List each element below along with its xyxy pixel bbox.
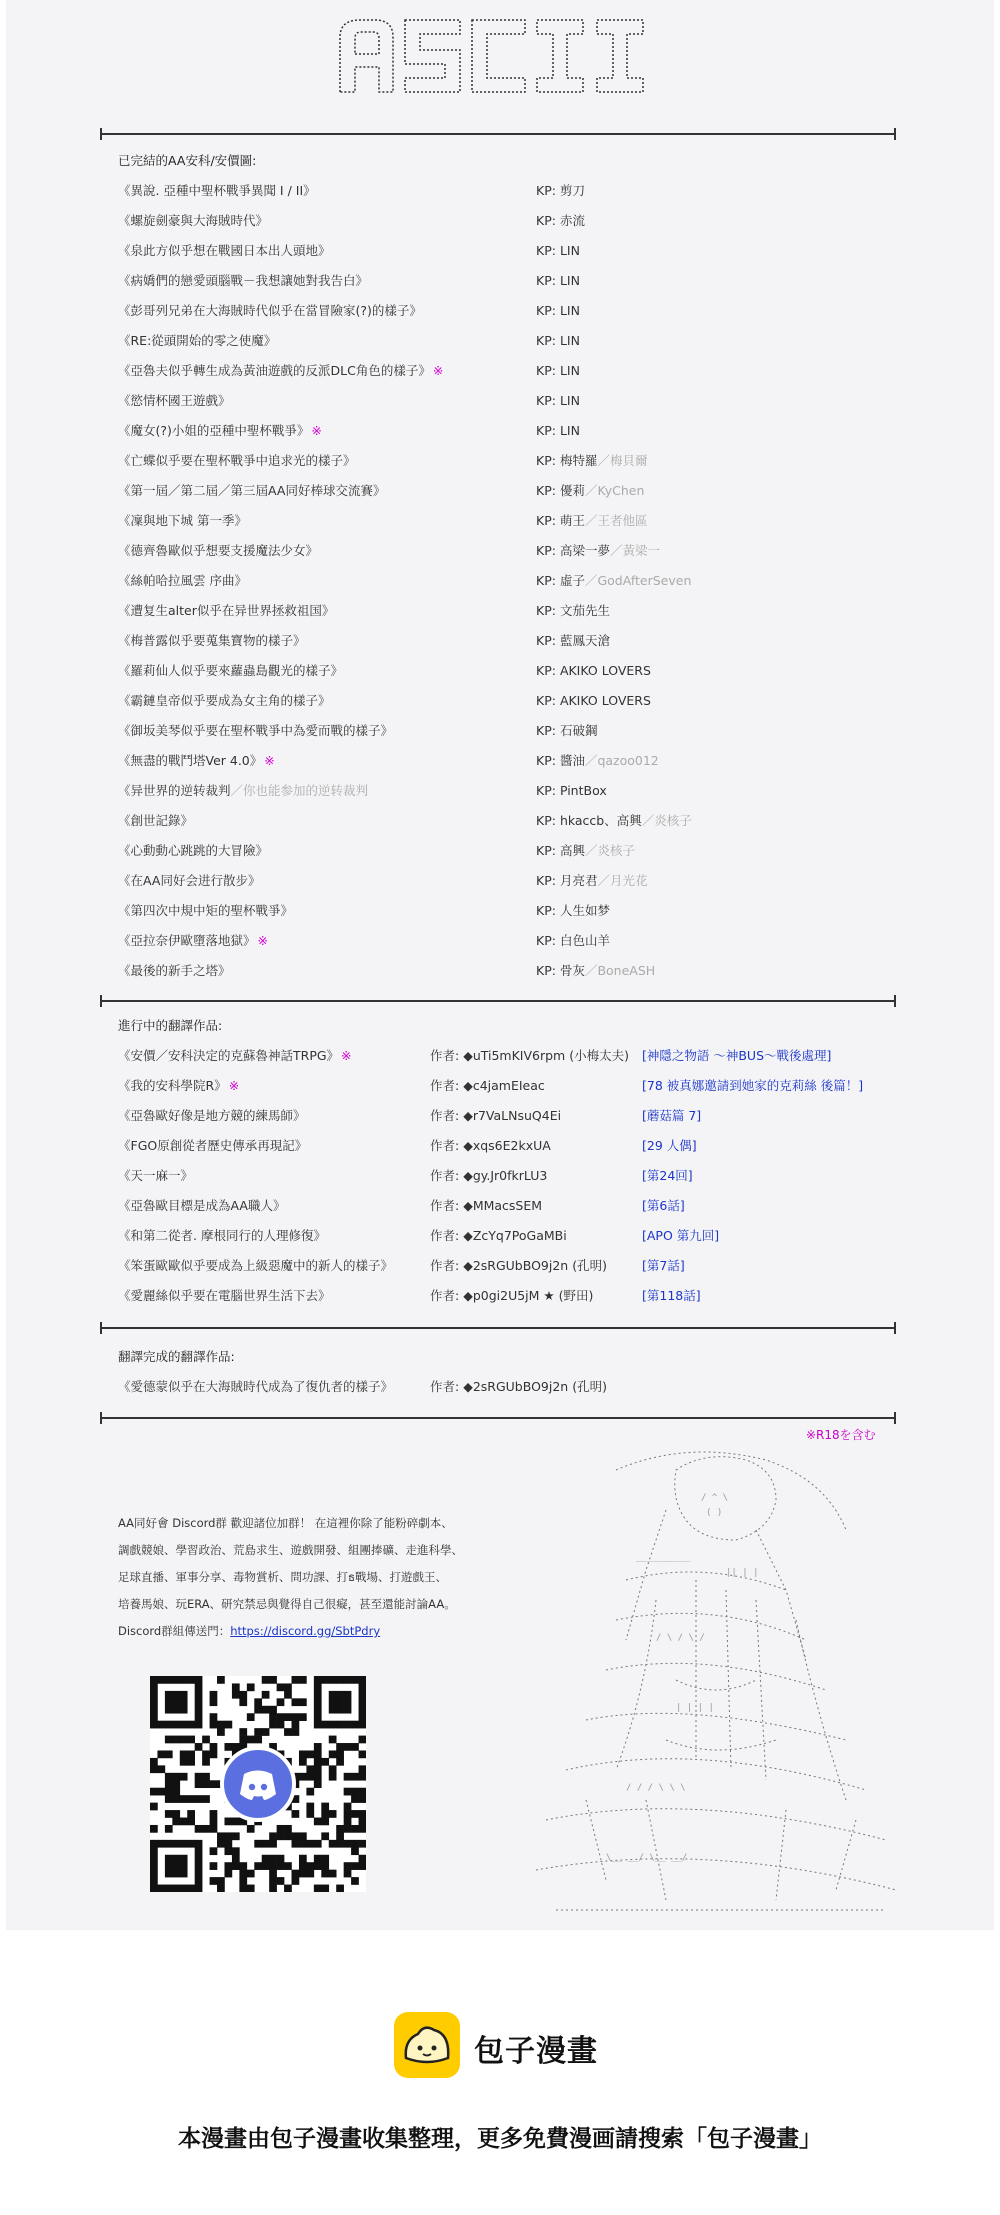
work-title-text: 《凜與地下城 第一季》	[118, 513, 247, 528]
completed-row	[118, 566, 692, 596]
work-title	[118, 506, 247, 536]
work-title	[118, 866, 260, 896]
finished-row	[118, 1372, 607, 1402]
work-title	[118, 176, 316, 206]
kp-credit	[536, 776, 607, 806]
kp-prefix: KP:	[536, 633, 556, 648]
kp-credit	[536, 176, 585, 206]
work-title-text: 《羅莉仙人似乎要來蘿蟲島觀光的樣子》	[118, 663, 344, 678]
ongoing-row	[118, 1251, 685, 1281]
completed-row	[118, 326, 580, 356]
kp-name: 石破鋼	[559, 723, 598, 738]
kp-credit	[536, 566, 691, 596]
work-title	[118, 1221, 326, 1251]
work-title	[118, 806, 193, 836]
author-prefix: 作者:	[430, 1228, 460, 1243]
kp-name: hkaccb、高興	[559, 813, 642, 828]
kp-name: AKIKO LOVERS	[559, 693, 651, 708]
r18-mark: ※	[264, 753, 275, 768]
completed-section	[118, 146, 692, 986]
author-prefix: 作者:	[430, 1258, 460, 1273]
progress-link[interactable]: [第24回]	[642, 1168, 693, 1183]
kp-prefix: KP:	[536, 753, 556, 768]
completed-row	[118, 536, 660, 566]
kp-credit	[536, 356, 580, 386]
kp-prefix: KP:	[536, 693, 556, 708]
kp-credit	[536, 806, 692, 836]
svg-text:|| | |: || | |	[726, 1568, 759, 1578]
author-credit	[430, 1101, 561, 1131]
progress-link[interactable]: [78 被真娜邀請到她家的克莉絲 後篇！]	[642, 1078, 864, 1093]
work-title-text: 《亞魯歐目標是成為AA職人》	[118, 1198, 286, 1213]
work-title-text: 《螺旋劍豪與大海賊時代》	[118, 213, 269, 228]
work-title	[118, 1251, 393, 1281]
author-credit	[430, 1131, 551, 1161]
completed-row	[118, 386, 580, 416]
kp-credit	[536, 956, 655, 986]
divider	[94, 1412, 902, 1424]
author-prefix: 作者:	[430, 1198, 460, 1213]
author-credit	[430, 1221, 567, 1251]
progress-link[interactable]: [第6話]	[642, 1198, 685, 1213]
author-credit	[430, 1191, 542, 1221]
completed-row	[118, 446, 648, 476]
kp-prefix: KP:	[536, 393, 556, 408]
author-name: ◆2sRGUbBO9j2n (孔明)	[463, 1258, 607, 1273]
work-title	[118, 956, 231, 986]
svg-text:/ / / \ \ \: / / / \ \ \	[626, 1783, 686, 1793]
discord-line: 調戲競娘、學習政治、荒島求生、遊戲開發、組團捧礦、走進科學、	[118, 1543, 463, 1557]
kp-credit	[536, 236, 580, 266]
work-title-text: 《FGO原創從者歷史傳承再現記》	[118, 1138, 308, 1153]
ongoing-row	[118, 1281, 701, 1311]
completed-row	[118, 806, 692, 836]
author-name: ◆c4jamEIeac	[463, 1078, 545, 1093]
kp-credit	[536, 296, 580, 326]
work-title-text: 《亞魯夫似乎轉生成為黃油遊戲的反派DLC角色的樣子》	[118, 363, 431, 378]
work-title	[118, 476, 385, 506]
discord-line: AA同好會 Discord群 歡迎諸位加群！ 在這裡你除了能粉碎劇本、	[118, 1516, 453, 1530]
work-title-text: 《泉此方似乎想在戰國日本出人頭地》	[118, 243, 331, 258]
work-title-text: 《霸鏈皇帝似乎要成為女主角的樣子》	[118, 693, 331, 708]
kp-alt-name: ／qazoo012	[584, 753, 659, 768]
work-title-text: 《遭复生alter似乎在异世界拯救祖国》	[118, 603, 335, 618]
work-title	[118, 206, 268, 236]
svg-text:__________: __________	[636, 1553, 691, 1563]
author-name: ◆MMacsSEM	[463, 1198, 543, 1213]
author-name: ◆2sRGUbBO9j2n (孔明)	[463, 1379, 607, 1394]
work-title	[118, 656, 343, 686]
work-title	[118, 716, 393, 746]
ongoing-title: 進行中的翻譯作品:	[118, 1018, 223, 1033]
work-title-text: 《天一麻一》	[118, 1168, 194, 1183]
kp-prefix: KP:	[536, 423, 556, 438]
ascii-title	[6, 12, 994, 112]
completed-row	[118, 476, 645, 506]
kp-credit	[536, 536, 660, 566]
r18-mark: ※	[228, 1078, 240, 1093]
completed-row	[118, 416, 580, 446]
kp-prefix: KP:	[536, 903, 556, 918]
work-title	[118, 446, 356, 476]
svg-text:/ ^ \: / ^ \	[701, 1493, 729, 1503]
work-title-text: 《亞魯歐好像是地方競的練馬師》	[118, 1108, 306, 1123]
work-title-text: 《魔女(?)小姐的亞種中聖杯戰爭》	[118, 423, 310, 438]
work-title	[118, 596, 334, 626]
kp-alt-name: ／黃梁一	[609, 543, 660, 558]
completed-row	[118, 626, 610, 656]
progress-link[interactable]: [29 人偶]	[642, 1138, 697, 1153]
kp-prefix: KP:	[536, 303, 556, 318]
work-title-text: 《笨蛋歐歐似乎要成為上級惡魔中的新人的樣子》	[118, 1258, 394, 1273]
kp-credit	[536, 476, 644, 506]
kp-credit	[536, 206, 585, 236]
discord-info	[118, 1510, 538, 1645]
progress-link[interactable]: [第118話]	[642, 1288, 701, 1303]
work-title	[118, 746, 275, 776]
kp-name: LIN	[559, 423, 580, 438]
kp-alt-name: ／月光花	[597, 873, 648, 888]
kp-name: 優莉	[559, 483, 585, 498]
author-name: ◆gy.Jr0fkrLU3	[463, 1168, 548, 1183]
kp-prefix: KP:	[536, 663, 556, 678]
r18-mark: ※	[432, 363, 444, 378]
work-title-text: 《愛麗絲似乎要在電腦世界生活下去》	[118, 1288, 331, 1303]
work-title-text: 《德齊魯歐似乎想要支援魔法少女》	[118, 543, 319, 558]
kp-prefix: KP:	[536, 963, 556, 978]
completed-row	[118, 686, 651, 716]
r18-mark: ※	[311, 423, 322, 438]
completed-title: 已完結的AA安科/安價圖:	[118, 153, 257, 168]
work-title-text: 《RE:從頭開始的零之使魔》	[118, 333, 277, 348]
completed-row	[118, 836, 635, 866]
completed-row	[118, 716, 598, 746]
discord-line: 培養馬娘、玩ERA、研究禁忌與覺得自己很癡，甚至還能討論AA。	[118, 1597, 456, 1611]
work-title-text: 《無盡的戰鬥塔Ver 4.0》	[118, 753, 263, 768]
work-title-text: 《异世界的逆转裁判	[118, 783, 231, 798]
progress-link[interactable]: [蘑菇篇 7]	[642, 1108, 702, 1123]
footer-brand-name: 包子漫畫	[474, 2034, 598, 2069]
r18-mark: ※	[341, 1048, 352, 1063]
kp-credit	[536, 716, 597, 746]
r18-note: ※R18を含む	[806, 1428, 876, 1442]
divider	[94, 995, 902, 1007]
kp-prefix: KP:	[536, 363, 556, 378]
divider	[94, 1322, 902, 1334]
work-title	[118, 1041, 352, 1071]
work-title	[118, 1281, 331, 1311]
kp-credit	[536, 386, 580, 416]
author-name: ◆ZcYq7PoGaMBi	[463, 1228, 567, 1243]
author-prefix: 作者:	[430, 1078, 460, 1093]
author-name: ◆r7VaLNsuQ4Ei	[463, 1108, 562, 1123]
kp-prefix: KP:	[536, 483, 556, 498]
kp-name: LIN	[559, 243, 580, 258]
completed-row	[118, 746, 659, 776]
ongoing-section	[118, 1011, 864, 1311]
author-credit	[430, 1071, 545, 1101]
kp-name: 藍鳳天滄	[559, 633, 610, 648]
work-title-text: 《心動動心跳跳的大冒險》	[118, 843, 269, 858]
author-credit	[430, 1251, 607, 1281]
work-title-text: 《我的安科學院R》	[118, 1078, 227, 1093]
kp-credit	[536, 416, 580, 446]
work-title	[118, 926, 268, 956]
kp-name: AKIKO LOVERS	[559, 663, 651, 678]
work-title	[118, 1071, 239, 1101]
discord-invite-label: Discord群組傳送門：	[118, 1624, 231, 1638]
content-panel	[6, 0, 994, 1930]
kp-prefix: KP:	[536, 843, 556, 858]
discord-invite	[118, 1618, 538, 1645]
kp-name: 醬油	[559, 753, 585, 768]
baozi-logo-icon	[394, 2012, 460, 2078]
kp-credit	[536, 506, 647, 536]
kp-credit	[536, 596, 610, 626]
work-title-text: 《在AA同好会进行散步》	[118, 873, 261, 888]
completed-row	[118, 506, 648, 536]
footer-caption: 本漫畫由包子漫畫收集整理，更多免費漫画請搜索「包子漫畫」	[178, 2126, 822, 2152]
kp-name: 文茄先生	[559, 603, 610, 618]
kp-alt-name: ／炎核子	[641, 813, 692, 828]
completed-row	[118, 176, 585, 206]
work-title-text: 《絲帕哈拉風雲 序曲》	[118, 573, 247, 588]
kp-name: 梅特羅	[559, 453, 598, 468]
kp-alt-name: ／王者他區	[584, 513, 648, 528]
work-title	[118, 536, 318, 566]
work-title	[118, 1101, 306, 1131]
kp-name: 骨灰	[559, 963, 585, 978]
finished-section	[118, 1342, 607, 1402]
work-title-text: 《亡蝶似乎要在聖杯戰爭中追求光的樣子》	[118, 453, 356, 468]
work-title	[118, 896, 293, 926]
divider	[94, 128, 902, 140]
author-prefix: 作者:	[430, 1108, 460, 1123]
completed-row	[118, 266, 580, 296]
kp-prefix: KP:	[536, 273, 556, 288]
svg-text:| | | |: | | | |	[676, 1703, 714, 1713]
completed-row	[118, 356, 580, 386]
author-prefix: 作者:	[430, 1379, 460, 1394]
completed-row	[118, 656, 651, 686]
kp-alt-name: ／KyChen	[584, 483, 645, 498]
kp-credit	[536, 836, 635, 866]
ongoing-row	[118, 1161, 693, 1191]
work-title	[118, 686, 331, 716]
work-title-text: 《慾情杯國王遊戲》	[118, 393, 231, 408]
completed-row	[118, 296, 580, 326]
finished-title: 翻譯完成的翻譯作品:	[118, 1349, 235, 1364]
completed-row	[118, 866, 648, 896]
author-credit	[430, 1161, 547, 1191]
kp-name: LIN	[559, 303, 580, 318]
svg-text:\__ __/ \__ __/: \__ __/ \__ __/	[606, 1853, 688, 1863]
author-name: ◆xqs6E2kxUA	[463, 1138, 551, 1153]
kp-name: 虛子	[559, 573, 585, 588]
author-prefix: 作者:	[430, 1138, 460, 1153]
ongoing-row	[118, 1101, 702, 1131]
kp-name: LIN	[559, 363, 580, 378]
ongoing-row	[118, 1221, 720, 1251]
work-title	[118, 566, 247, 596]
kp-name: 月亮君	[559, 873, 598, 888]
kp-credit	[536, 926, 610, 956]
kp-prefix: KP:	[536, 603, 556, 618]
ongoing-row	[118, 1131, 697, 1161]
kp-prefix: KP:	[536, 333, 556, 348]
progress-link[interactable]: [神隱之物語 ～神BUS～戰後處理]	[642, 1048, 832, 1063]
work-title-alt: ／你也能参加的逆转裁判	[230, 783, 369, 798]
svg-text:( ): ( )	[706, 1508, 723, 1518]
kp-credit	[536, 266, 580, 296]
work-title	[118, 836, 268, 866]
kp-credit	[536, 626, 610, 656]
completed-row	[118, 776, 607, 806]
kp-prefix: KP:	[536, 723, 556, 738]
kp-prefix: KP:	[536, 543, 556, 558]
completed-row	[118, 896, 610, 926]
author-credit	[430, 1041, 629, 1071]
work-title	[118, 356, 443, 386]
progress-link[interactable]: [APO 第九回]	[642, 1228, 720, 1243]
discord-logo-icon	[220, 1746, 296, 1822]
kp-credit	[536, 656, 651, 686]
kp-prefix: KP:	[536, 573, 556, 588]
completed-row	[118, 956, 656, 986]
kp-alt-name: ／炎核子	[584, 843, 635, 858]
work-title	[118, 1191, 285, 1221]
ongoing-row	[118, 1041, 832, 1071]
kp-alt-name: ／BoneASH	[584, 963, 656, 978]
kp-alt-name: ／梅貝爾	[597, 453, 648, 468]
kp-credit	[536, 866, 647, 896]
kp-prefix: KP:	[536, 813, 556, 828]
author-credit	[430, 1372, 607, 1402]
kp-credit	[536, 326, 580, 356]
work-title-text: 《和第二從者. 摩根同行的人理修復》	[118, 1228, 326, 1243]
completed-row	[118, 926, 610, 956]
kp-credit	[536, 896, 610, 926]
progress-link[interactable]: [第7話]	[642, 1258, 685, 1273]
work-title-text: 《安價／安科決定的克蘇魯神話TRPG》	[118, 1048, 340, 1063]
discord-qr-code[interactable]	[150, 1676, 366, 1892]
kp-name: 白色山羊	[559, 933, 610, 948]
kp-alt-name: ／GodAfterSeven	[584, 573, 692, 588]
work-title-text: 《創世記錄》	[118, 813, 194, 828]
work-title	[118, 1161, 193, 1191]
work-title-text: 《異說. 亞種中聖杯戰爭異聞 I / II》	[118, 183, 316, 198]
ascii-title-graphic	[335, 12, 665, 102]
kp-credit	[536, 746, 659, 776]
kp-name: 高興	[559, 843, 585, 858]
work-title	[118, 1131, 307, 1161]
kp-prefix: KP:	[536, 453, 556, 468]
work-title	[118, 266, 368, 296]
kp-name: PintBox	[559, 783, 607, 798]
author-prefix: 作者:	[430, 1048, 460, 1063]
kp-name: 剪刀	[559, 183, 585, 198]
work-title	[118, 326, 276, 356]
kp-name: LIN	[559, 273, 580, 288]
kp-name: 赤流	[559, 213, 585, 228]
work-title	[118, 416, 322, 446]
completed-row	[118, 236, 580, 266]
svg-text:/ \ / \ /: / \ / \ /	[656, 1633, 705, 1643]
discord-line: 足球直播、軍事分享、毒物賞析、問功課、打ธ戰場、打遊戲王、	[118, 1570, 448, 1584]
ongoing-row	[118, 1071, 864, 1101]
work-title-text: 《梅普露似乎要蒐集寶物的樣子》	[118, 633, 306, 648]
work-title	[118, 626, 306, 656]
work-title-text: 《御坂美琴似乎要在聖杯戰爭中為愛而戰的樣子》	[118, 723, 394, 738]
work-title-text: 《最後的新手之塔》	[118, 963, 231, 978]
r18-mark: ※	[257, 933, 268, 948]
kp-prefix: KP:	[536, 213, 556, 228]
work-title-text: 《彭哥列兄弟在大海賊時代似乎在當冒險家(?)的樣子》	[118, 303, 422, 318]
author-name: ◆uTi5mKIV6rpm (小梅太夫)	[463, 1048, 629, 1063]
kp-name: LIN	[559, 333, 580, 348]
work-title: 《愛德蒙似乎在大海賊時代成為了復仇者的樣子》	[118, 1379, 394, 1394]
work-title-text: 《第一屆／第二屆／第三屆AA同好棒球交流賽》	[118, 483, 386, 498]
discord-invite-link[interactable]: https://discord.gg/SbtPdry	[230, 1624, 381, 1638]
completed-row	[118, 206, 585, 236]
author-prefix: 作者:	[430, 1168, 460, 1183]
kp-name: LIN	[559, 393, 580, 408]
kp-prefix: KP:	[536, 183, 556, 198]
ongoing-row	[118, 1191, 685, 1221]
work-title	[118, 296, 422, 326]
kp-prefix: KP:	[536, 783, 556, 798]
author-name: ◆p0gi2U5jM ★ (野田)	[463, 1288, 594, 1303]
work-title-text: 《病嬌們的戀愛頭腦戰－我想讓她對我告白》	[118, 273, 369, 288]
kp-credit	[536, 686, 651, 716]
ascii-art-character-illustration	[526, 1440, 916, 1920]
kp-prefix: KP:	[536, 243, 556, 258]
kp-credit	[536, 446, 647, 476]
kp-prefix: KP:	[536, 873, 556, 888]
kp-prefix: KP:	[536, 513, 556, 528]
work-title	[118, 236, 331, 266]
work-title	[118, 386, 231, 416]
kp-prefix: KP:	[536, 933, 556, 948]
author-prefix: 作者:	[430, 1288, 460, 1303]
work-title-text: 《亞拉奈伊歐墮落地獄》	[118, 933, 256, 948]
work-title	[118, 776, 368, 806]
completed-row	[118, 596, 610, 626]
work-title-text: 《第四次中規中矩的聖杯戰爭》	[118, 903, 294, 918]
kp-name: 萌王	[559, 513, 585, 528]
kp-name: 人生如梦	[559, 903, 610, 918]
author-credit	[430, 1281, 593, 1311]
kp-name: 高梁一夢	[559, 543, 610, 558]
